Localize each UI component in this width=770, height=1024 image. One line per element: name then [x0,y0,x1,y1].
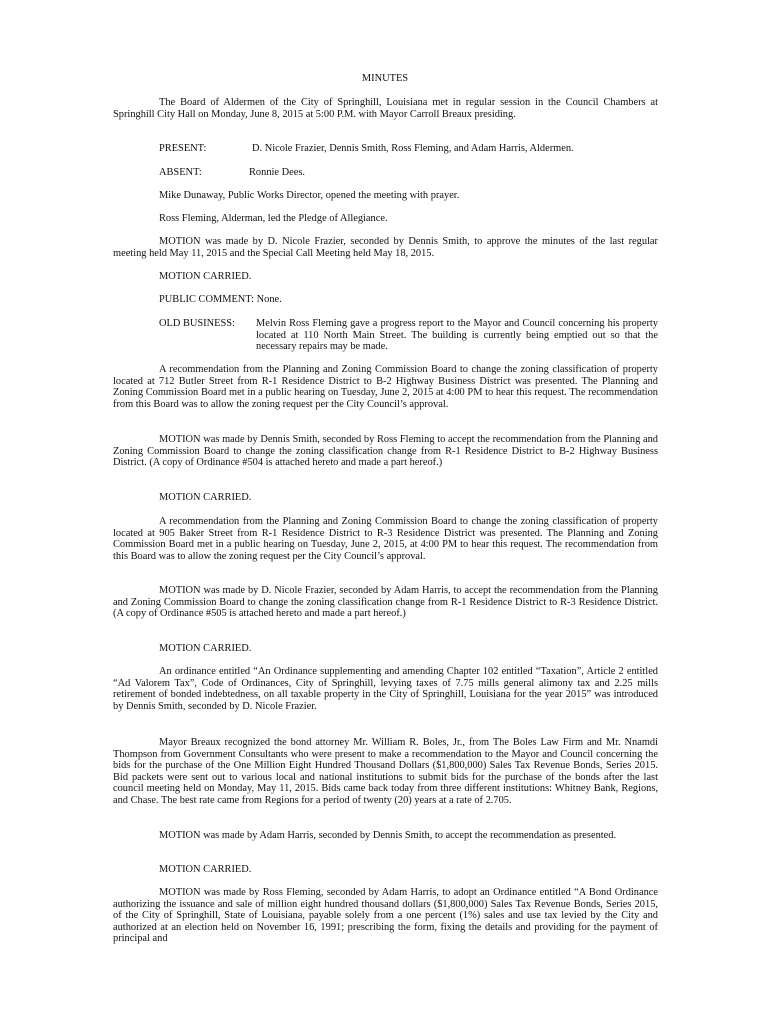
motion-505-paragraph: MOTION was made by D. Nicole Frazier, seconded by Adam Harris, to accept the recommendation from the Planning and Zoning Commission Board to change the zoning classification change from R-1 Residence District to R-3 Residence District. (A copy of Ordinance #505 is attached hereto and made a part hereof.) [113,585,658,620]
present-value: D. Nicole Frazier, Dennis Smith, Ross Fleming, and Adam Harris, Aldermen. [252,143,574,154]
recommendation-1-paragraph: A recommendation from the Planning and Zoning Commission Board to change the zoning classification of property located at 712 Butler Street from R-1 Residence District to B-2 Highway Business District was presented. The Planning and Zoning Commission Board met in a public hearing on Tuesday, June 2, 2015 at 4:00 PM to hear this request. The recommendation from this Board was to allow the zoning request per the City Council’s approval. [113,364,658,410]
motion-504-paragraph: MOTION was made by Dennis Smith, seconded by Ross Fleming to accept the recommendation from the Planning and Zoning Commission Board to change the zoning classification change from R-1 Residence District to B-2 Highway Business District. (A copy of Ordinance #504 is attached hereto and made a part hereof.) [113,434,658,469]
motion-carried-3: MOTION CARRIED. [159,643,252,654]
old-business-text: Melvin Ross Fleming gave a progress report to the Mayor and Council concerning his property located at 110 North Main Street. The building is currently being emptied out so that the necessary repairs may be made. [256,318,658,353]
present-label: PRESENT: [159,143,207,154]
intro-paragraph: The Board of Aldermen of the City of Springhill, Louisiana met in regular session in the Council Chambers at Springhill City Hall on Monday, June 8, 2015 at 5:00 P.M. with Mayor Carroll Breaux presiding. [113,97,658,120]
pledge-line: Ross Fleming, Alderman, led the Pledge of Allegiance. [159,213,388,224]
absent-line [159,167,305,179]
motion-carried-2: MOTION CARRIED. [159,492,252,503]
document-title: MINUTES [361,73,409,84]
motion-carried-1: MOTION CARRIED. [159,271,252,282]
recommendation-2-paragraph: A recommendation from the Planning and Zoning Commission Board to change the zoning classification of property located at 905 Baker Street from R-1 Residence District to R-3 Residence District was presented. The Planning and Zoning Commission Board met in a public hearing on Tuesday, June 2, 2015, at 4:00 PM to hear this request. The recommendation from this Board was to allow the zoning request per the City Council’s approval. [113,516,658,562]
motion-carried-4: MOTION CARRIED. [159,864,252,875]
motion-recommendation-paragraph: MOTION was made by Adam Harris, seconded by Dennis Smith, to accept the recommendation as presented. [159,830,617,841]
public-comment-line: PUBLIC COMMENT: None. [159,294,282,305]
prayer-line: Mike Dunaway, Public Works Director, opened the meeting with prayer. [159,190,460,201]
motion-minutes-paragraph: MOTION was made by D. Nicole Frazier, seconded by Dennis Smith, to approve the minutes of the last regular meeting held May 11, 2015 and the Special Call Meeting held May 18, 2015. [113,236,658,259]
absent-label: ABSENT: [159,167,202,178]
motion-bond-paragraph: MOTION was made by Ross Fleming, seconded by Adam Harris, to adopt an Ordinance entitled “A Bond Ordinance authorizing the issuance and sale of million eight hundred thousand dollars ($1,800,000) Sales Tax Revenue Bonds, Series 2015, of the City of Springhill, State of Louisiana, payable solely from a one percent (1%) sales and use tax levied by the City and authorized at an election held on November 16, 1991; prescribing the form, fixing the details and providing for the payment of principal and [113,887,658,945]
absent-value: Ronnie Dees. [249,167,305,178]
old-business-label: OLD BUSINESS: [159,318,235,329]
bond-attorney-paragraph: Mayor Breaux recognized the bond attorney Mr. William R. Boles, Jr., from The Boles Law Firm and Mr. Nnamdi Thompson from Government Consultants who were present to make a recommendation to the Mayor and Council concerning the bids for the purchase of the One Million Eight Hundred Thousand Dollars ($1,800,000) Sales Tax Revenue Bonds, Series 2015. Bid packets were sent out to various local and national institutions to submit bids for the purchase of the bonds after the last council meeting held on Monday, May 11, 2015. Bids came back today from three different institutions: Whitney Bank, Regions, and Chase. The best rate came from Regions for a period of twenty (20) years at a rate of 2.705. [113,737,658,806]
ordinance-taxation-paragraph: An ordinance entitled “An Ordinance supplementing and amending Chapter 102 entitled “Taxation”, Article 2 entitled “Ad Valorem Tax”, Code of Ordinances, City of Springhill, levying taxes of 7.75 mills general alimony tax and 2.25 mills retirement of bonded indebtedness, on all taxable property in the City of Springhill, Louisiana for the year 2015” was introduced by Dennis Smith, seconded by D. Nicole Frazier. [113,666,658,712]
present-line [159,143,574,155]
